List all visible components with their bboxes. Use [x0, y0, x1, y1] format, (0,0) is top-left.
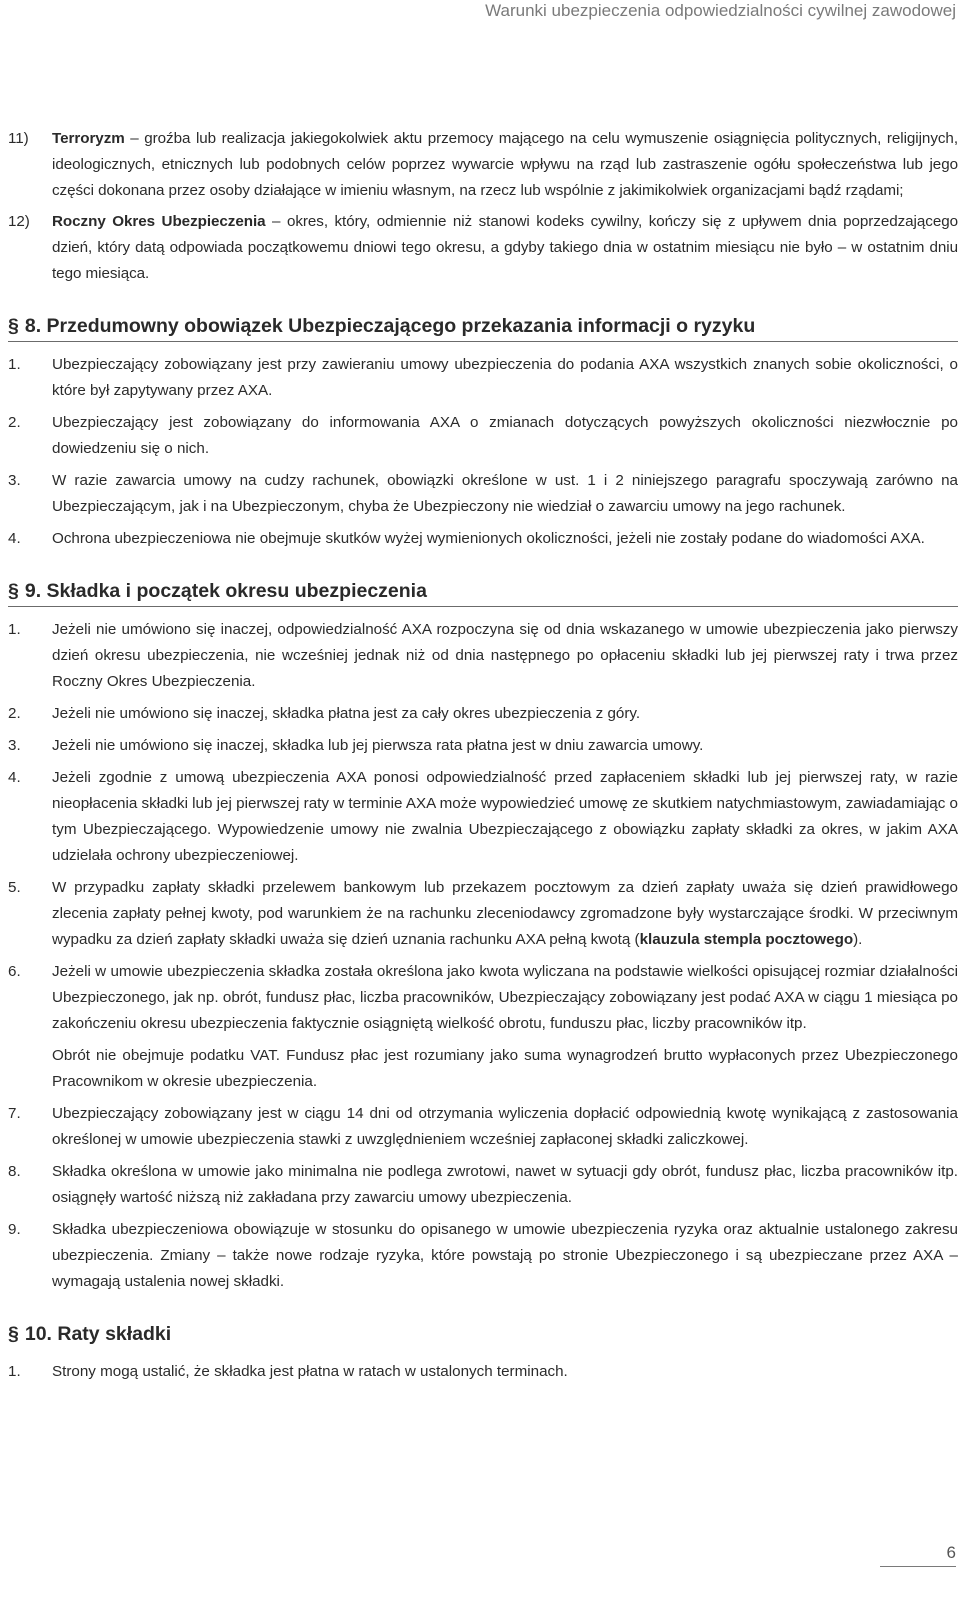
- item-number: 6.: [8, 963, 21, 980]
- item-number: 2.: [8, 705, 21, 722]
- item-text: Jeżeli nie umówiono się inaczej, odpowiedzialność AXA rozpoczyna się od dnia wskazanego w umowie ubezpieczenia jako pierwszy dzień okresu ubezpieczenia, nie wcześniej jednak niż od dnia następnego po opłaceniu składki lub jej pierwszej raty i trwa przez Roczny Okres Ubezpieczenia.: [52, 621, 958, 690]
- section-title: 9. Składka i początek okresu ubezpieczenia: [24, 580, 427, 602]
- list-item: [8, 875, 958, 953]
- item-number: 4.: [8, 530, 21, 547]
- item-text: W razie zawarcia umowy na cudzy rachunek, obowiązki określone w ust. 1 i 2 niniejszego paragrafu spoczywają zarówno na Ubezpieczającym, jak i na Ubezpieczonym, chyba że Ubezpieczony nie wiedział o zawarciu umowy na jego rachunek.: [52, 472, 958, 515]
- definition-term: Roczny Okres Ubezpieczenia: [52, 213, 266, 230]
- definition-number: 11): [8, 130, 29, 147]
- item-number: 2.: [8, 414, 21, 431]
- document-body: [8, 126, 958, 1391]
- item-number: 7.: [8, 1105, 21, 1122]
- item-text: Strony mogą ustalić, że składka jest płatna w ratach w ustalonych terminach.: [52, 1363, 568, 1380]
- section-9: [8, 578, 958, 1295]
- definition-number: 12): [8, 213, 30, 230]
- paragraph-sign: §: [8, 580, 19, 602]
- list-item: [8, 1101, 958, 1153]
- item-number: 5.: [8, 879, 21, 896]
- item-text: Jeżeli nie umówiono się inaczej, składka płatna jest za cały okres ubezpieczenia z góry.: [52, 705, 641, 722]
- item-number: 9.: [8, 1221, 21, 1238]
- paragraph-sign: §: [8, 315, 19, 337]
- item-text: Jeżeli w umowie ubezpieczenia składka została określona jako kwota wyliczana na podstawie wielkości opisującej rozmiar działalności Ubezpieczonego, jak np. obrót, fundusz płac, liczba pracowników, Ubezpieczający zobowiązany jest podać AXA w ciągu 1 miesiąca po zakończeniu okresu ubezpieczenia faktycznie osiągniętą wielkość obrotu, funduszu płac, liczby pracowników itp.: [52, 963, 958, 1032]
- section-10: [8, 1321, 958, 1385]
- item-text: Jeżeli zgodnie z umową ubezpieczenia AXA ponosi odpowiedzialność przed zapłaceniem składki lub jej pierwszej raty, w razie nieopłacenia składki lub jej pierwszej raty w terminie AXA może wypowiedzieć umowę ze skutkiem natychmiastowym, zawiadamiając o tym Ubezpieczającego. Wypowiedzenie umowy nie zwalnia Ubezpieczającego z obowiązku zapłaty składki za okres, w jakim AXA udzielała ochrony ubezpieczeniowej.: [52, 769, 958, 864]
- list-item: [8, 352, 958, 404]
- item-number: 1.: [8, 356, 21, 373]
- list-item: [8, 765, 958, 869]
- section-8: [8, 313, 958, 552]
- definition-text: – okres, który, odmiennie niż stanowi kodeks cywilny, kończy się z upływem dnia poprzedzającego dzień, który datą odpowiada początkowemu dniowi tego okresu, a gdyby takiego dnia w ostatnim miesiącu nie było – w ostatnim dniu tego miesiąca.: [52, 213, 959, 282]
- definitions-list: [8, 126, 958, 287]
- list-item: [8, 468, 958, 520]
- item-text: Składka określona w umowie jako minimalna nie podlega zwrotowi, nawet w sytuacji gdy obrót, fundusz płac, liczba pracowników itp. osiągnęły wartość niższą niż zakładana przy zawarciu umowy ubezpieczenia.: [52, 1163, 958, 1206]
- section-heading: [8, 1321, 958, 1349]
- list-item: [8, 701, 958, 727]
- item-text: Jeżeli nie umówiono się inaczej, składka lub jej pierwsza rata płatna jest w dniu zawarcia umowy.: [52, 737, 704, 754]
- list-item: [8, 733, 958, 759]
- list-item: [8, 410, 958, 462]
- bold-clause: klauzula stempla pocztowego: [639, 931, 854, 948]
- item-text: [52, 875, 958, 953]
- list-item: [8, 617, 958, 695]
- item-text: Ubezpieczający jest zobowiązany do informowania AXA o zmianach dotyczących powyższych okoliczności niezwłocznie po dowiedzeniu się o nich.: [52, 414, 958, 457]
- definition-term: Terroryzm: [52, 130, 125, 147]
- item-text-part: W przypadku zapłaty składki przelewem bankowym lub przekazem pocztowym za dzień zapłaty uważa się dzień prawidłowego zlecenia zapłaty pełnej kwoty, pod warunkiem że na rachunku zleceniodawcy zgromadzone były wystarczające środki. W przeciwnym wypadku za dzień zapłaty składki uważa się dzień uznania rachunku AXA pełną kwotą (: [52, 879, 958, 948]
- item-text-part: ).: [853, 931, 863, 948]
- paragraph-sign: §: [8, 1323, 19, 1345]
- item-number: 4.: [8, 769, 21, 786]
- running-header: Warunki ubezpieczenia odpowiedzialności cywilnej zawodowej: [485, 1, 956, 20]
- list-item: [8, 526, 958, 552]
- item-number: 3.: [8, 472, 21, 489]
- section-heading: [8, 578, 958, 607]
- item-number: 3.: [8, 737, 21, 754]
- item-number: 1.: [8, 621, 21, 638]
- item-number: 1.: [8, 1363, 21, 1380]
- item-text-continued: Obrót nie obejmuje podatku VAT. Fundusz płac jest rozumiany jako suma wynagrodzeń brutto wypłaconych przez Ubezpieczonego Pracownikom w okresie ubezpieczenia.: [52, 1047, 958, 1090]
- list-item: [8, 959, 958, 1095]
- section-title: 8. Przedumowny obowiązek Ubezpieczającego przekazania informacji o ryzyku: [24, 315, 756, 337]
- section-heading: [8, 313, 958, 342]
- definition-text: – groźba lub realizacja jakiegokolwiek aktu przemocy mającego na celu wymuszenie osiągnięcia politycznych, religijnych, ideologicznych, etnicznych lub podobnych celów poprzez wywarcie wpływu na rząd lub zastraszenie ogółu społeczeństwa lub jego części dokonana przez osoby działające w imieniu własnym, na rzecz lub wspólnie z jakimikolwiek organizacjami bądź rządami;: [52, 130, 958, 199]
- item-number: 8.: [8, 1163, 21, 1180]
- page-number: 6: [880, 1542, 956, 1567]
- list-item: [8, 1217, 958, 1295]
- list-item: [8, 1159, 958, 1211]
- definition-item: [8, 209, 958, 287]
- item-text: Ubezpieczający zobowiązany jest w ciągu 14 dni od otrzymania wyliczenia dopłacić odpowiednią kwotę wynikającą z zastosowania określonej w umowie ubezpieczenia stawki z uwzględnieniem wcześniej zapłaconej składki zaliczkowej.: [52, 1105, 958, 1148]
- item-text: Ubezpieczający zobowiązany jest przy zawieraniu umowy ubezpieczenia do podania AXA wszystkich znanych sobie okoliczności, o które był zapytywany przez AXA.: [52, 356, 958, 399]
- section-title: 10. Raty składki: [24, 1323, 172, 1345]
- item-text: Składka ubezpieczeniowa obowiązuje w stosunku do opisanego w umowie ubezpieczenia ryzyka oraz aktualnie ustalonego zakresu ubezpieczenia. Zmiany – także nowe rodzaje ryzyka, które powstają po stronie Ubezpieczonego i są ubezpieczane przez AXA – wymagają ustalenia nowej składki.: [52, 1221, 958, 1290]
- item-text: Ochrona ubezpieczeniowa nie obejmuje skutków wyżej wymienionych okoliczności, jeżeli nie zostały podane do wiadomości AXA.: [52, 530, 925, 547]
- list-item: [8, 1359, 958, 1385]
- definition-item: [8, 126, 958, 204]
